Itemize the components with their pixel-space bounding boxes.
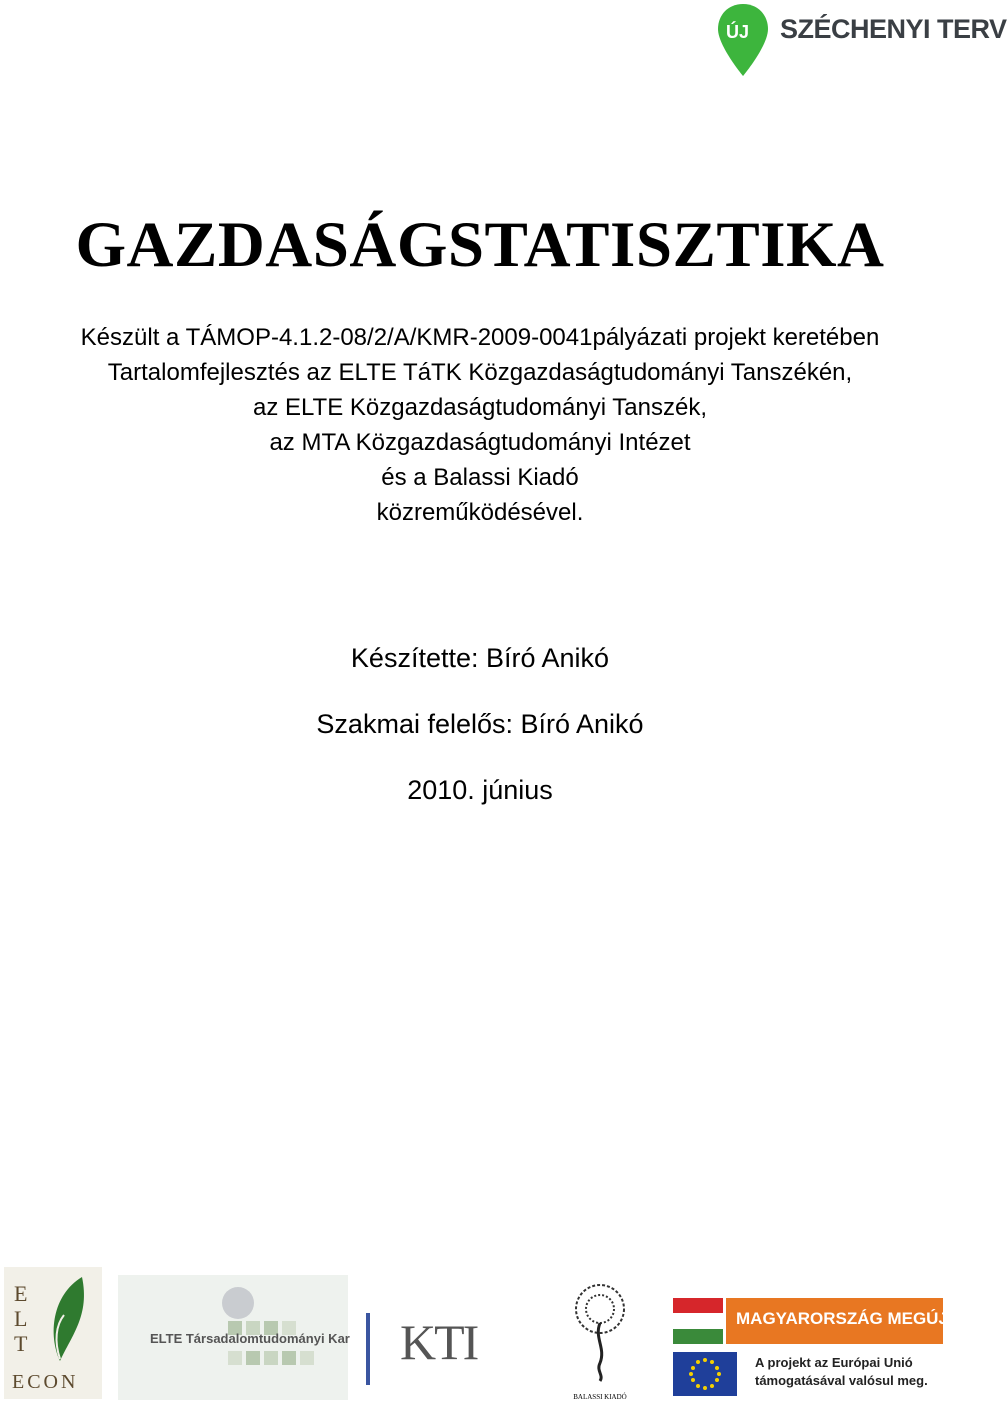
econ-word: ECON — [12, 1371, 79, 1393]
description-line: az ELTE Közgazdaságtudományi Tanszék, — [252, 394, 708, 421]
kti-logo — [366, 1303, 552, 1395]
description-line: az MTA Közgazdaságtudományi Intézet — [269, 429, 691, 456]
hungarian-flag-icon — [673, 1298, 723, 1344]
logo-letter: L — [14, 1306, 28, 1331]
magyarorszag-megujul-logo — [673, 1298, 971, 1400]
responsible-person: Szakmai felelős: Bíró Anikó — [316, 709, 644, 739]
publication-date: 2010. június — [407, 775, 553, 805]
leaf-icon — [42, 1275, 92, 1365]
pin-text: ÚJ — [726, 22, 750, 42]
logo-letter: E — [14, 1281, 28, 1306]
description-line: Tartalomfejlesztés az ELTE TáTK Közgazdaságtudományi Tanszékén, — [107, 359, 853, 386]
divider — [366, 1313, 370, 1385]
description-line: Készült a TÁMOP-4.1.2-08/2/A/KMR-2009-0041pályázati projekt keretében — [80, 324, 880, 351]
eu-line: támogatásával valósul meg. — [755, 1373, 928, 1388]
szechenyi-terv-logo — [708, 0, 1007, 80]
eu-line: A projekt az Európai Unió — [755, 1355, 913, 1370]
kti-label: KTI — [400, 1314, 478, 1370]
balassi-kiado-logo — [560, 1283, 640, 1401]
credits — [0, 636, 960, 834]
eu-support-text — [755, 1354, 928, 1390]
elte-tk-logo — [118, 1275, 348, 1400]
balassi-label: BALASSI KIADÓ — [573, 1393, 627, 1401]
brand-text: SZÉCHENYI TERV — [780, 14, 1007, 44]
prepared-by: Készítette: Bíró Anikó — [350, 643, 610, 673]
description-line: közreműködésével. — [376, 499, 584, 526]
elte-econ-logo — [4, 1267, 102, 1399]
footer-logos — [0, 1265, 971, 1404]
elte-tk-label: ELTE Társadalomtudományi Kar — [150, 1331, 350, 1346]
page-title: GAZDASÁGSTATISZTIKA — [75, 209, 885, 281]
tree-icon — [568, 1283, 632, 1383]
project-description — [0, 320, 960, 530]
description-line: és a Balassi Kiadó — [381, 464, 579, 491]
mm-label: MAGYARORSZÁG MEGÚJUL — [736, 1309, 971, 1328]
logo-letter: T — [14, 1331, 28, 1356]
eu-flag-icon — [673, 1352, 737, 1396]
